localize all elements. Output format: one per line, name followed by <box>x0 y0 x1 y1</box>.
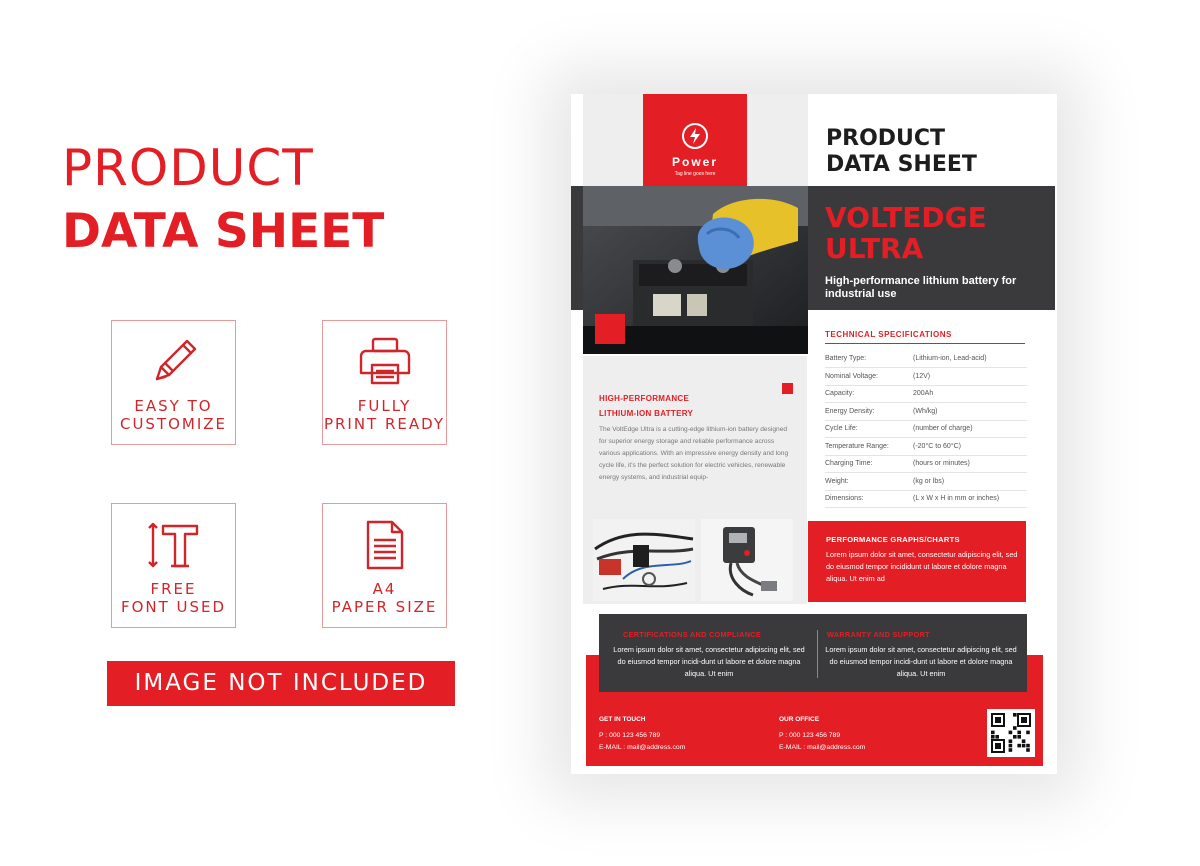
warranty-body: Lorem ipsum dolor sit amet, consectetur adipiscing elit, sed do eiusmod tempor incidi-dunt ut labore et dolore magna aliqua. Ut enim <box>825 645 1017 678</box>
feature-print-ready <box>322 320 447 445</box>
printer-icon <box>323 335 446 389</box>
promo-title-line2: DATA SHEET <box>62 204 385 259</box>
feature-label: A4 PAPER SIZE <box>331 580 438 616</box>
hp-heading <box>599 391 693 421</box>
feature-a4-paper <box>322 503 447 628</box>
spec-row <box>825 490 1027 508</box>
document-icon <box>323 518 446 572</box>
flyer-title-line2: DATA SHEET <box>826 152 977 177</box>
flyer-logo <box>643 94 747 186</box>
spec-key: Dimensions: <box>825 495 864 502</box>
spec-value: 200Ah <box>913 390 934 397</box>
product-subtitle: High-performance lithium battery for industrial use <box>825 275 1017 300</box>
office-heading: OUR OFFICE <box>779 716 820 723</box>
contact-email: E-MAIL : mail@address.com <box>599 744 686 751</box>
feature-label: EASY TO CUSTOMIZE <box>119 397 228 433</box>
hp-heading-line2: LITHIUM-ION BATTERY <box>599 409 694 418</box>
spec-value: (kg or lbs) <box>913 477 945 485</box>
spec-row <box>825 350 1027 368</box>
spec-row <box>825 438 1027 456</box>
spec-key: Cycle Life: <box>825 425 858 432</box>
perf-body: Lorem ipsum dolor sit amet, consectetur adipiscing elit, sed do eiusmod tempor incididunt ut labore et dolore magna aliqua. Ut enim ad <box>826 550 1018 583</box>
flyer-title-line1: PRODUCT <box>826 126 946 151</box>
pencil-icon <box>112 335 235 389</box>
charger-photo <box>701 519 793 601</box>
logo-name: Power <box>671 155 718 169</box>
qr-code <box>987 709 1035 757</box>
font-icon <box>112 518 235 572</box>
office-phone: P : 000 123 456 789 <box>779 732 841 739</box>
red-accent-square <box>595 314 625 344</box>
product-name-line1: VOLTEDGE <box>825 201 987 234</box>
spec-row <box>825 385 1027 403</box>
logo-tagline: Tag line goes here <box>674 171 716 177</box>
hp-heading-line1: HIGH-PERFORMANCE <box>599 394 690 403</box>
contact-heading: GET IN TOUCH <box>599 716 646 723</box>
spec-value: (12V) <box>913 372 931 380</box>
feature-label: FREE FONT USED <box>120 580 227 616</box>
warranty-heading: WARRANTY AND SUPPORT <box>827 630 930 639</box>
office-email: E-MAIL : mail@address.com <box>779 744 866 751</box>
spec-key: Nominal Voltage: <box>825 372 878 380</box>
spec-key: Temperature Range: <box>825 442 889 450</box>
spec-key: Capacity: <box>825 390 855 397</box>
spec-divider <box>825 343 1025 344</box>
feature-label: FULLY PRINT READY <box>323 397 446 433</box>
spec-row <box>825 473 1027 491</box>
cables-photo <box>593 519 695 601</box>
perf-heading: PERFORMANCE GRAPHS/CHARTS <box>826 535 960 544</box>
hp-body: The VoltEdge Ultra is a cutting-edge lithium-ion battery designed for superior energy storage and reliable performance across various applications. With an impressive energy density and long cycle life, it's the perfect solution for electric vehicles, renewable energy systems, and industrial equip- <box>599 426 789 481</box>
feature-easy-to-customize <box>111 320 236 445</box>
spec-key: Charging Time: <box>825 460 873 467</box>
spec-value: (number of charge) <box>913 425 973 432</box>
spec-value: (hours or minutes) <box>913 460 970 467</box>
spec-row <box>825 403 1027 421</box>
spec-row <box>825 368 1027 386</box>
cert-heading: CERTIFICATIONS AND COMPLIANCE <box>623 630 762 639</box>
product-name-line2: ULTRA <box>825 232 924 265</box>
feature-free-font <box>111 503 236 628</box>
promo-title-line1: PRODUCT <box>62 139 314 197</box>
spec-value: (-20°C to 60°C) <box>913 442 962 450</box>
product-name <box>825 202 987 264</box>
spec-heading: TECHNICAL SPECIFICATIONS <box>825 330 952 339</box>
flyer-page <box>571 94 1057 774</box>
spec-value: (Lithium-ion, Lead-acid) <box>913 355 987 362</box>
cert-divider <box>817 630 818 678</box>
spec-key: Energy Density: <box>825 407 875 415</box>
certifications-warranty-box <box>599 614 1027 692</box>
spec-key: Battery Type: <box>825 355 867 362</box>
spec-value: (L x W x H in mm or inches) <box>913 495 1000 502</box>
spec-row <box>825 420 1027 438</box>
spec-row <box>825 455 1027 473</box>
red-accent-dot <box>782 383 793 394</box>
spec-value: (Wh/kg) <box>913 407 938 415</box>
flyer-title <box>826 126 977 178</box>
cert-body: Lorem ipsum dolor sit amet, consectetur adipiscing elit, sed do eiusmod tempor incidi-dunt ut labore et dolore magna aliqua. Ut enim <box>613 645 805 678</box>
image-not-included-banner: IMAGE NOT INCLUDED <box>107 661 455 706</box>
lightning-icon <box>681 122 709 150</box>
spec-key: Weight: <box>825 477 849 485</box>
contact-phone: P : 000 123 456 789 <box>599 732 661 739</box>
performance-box <box>808 521 1026 602</box>
